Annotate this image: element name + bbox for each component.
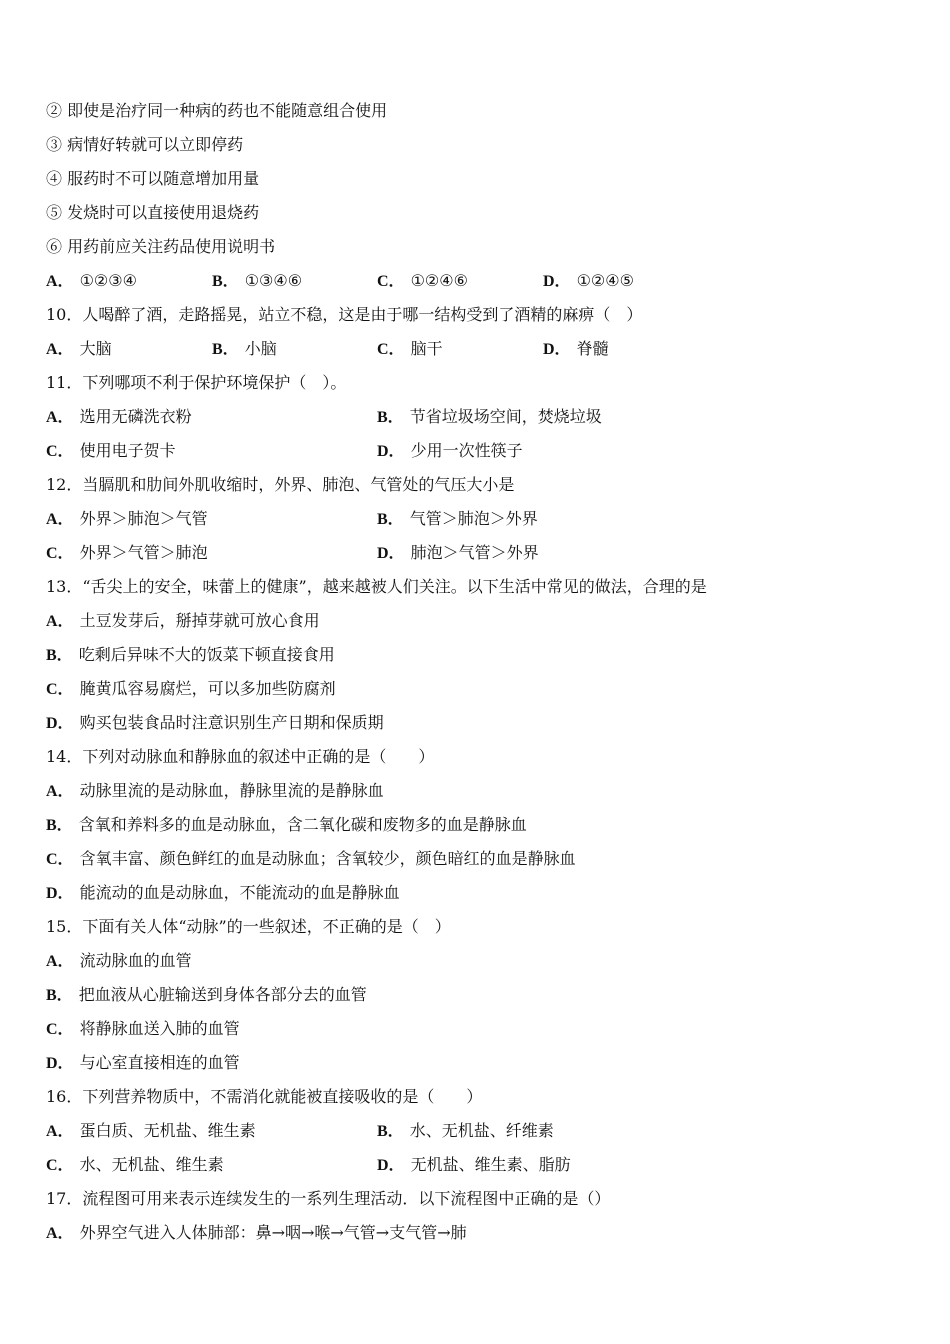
- option-label: A．: [46, 1123, 74, 1140]
- options-row: [46, 337, 926, 361]
- option-text: 购买包装食品时注意识别生产日期和保质期: [79, 713, 384, 732]
- options-row: [46, 1119, 926, 1143]
- answer-option: [46, 541, 208, 565]
- option-text: 肺泡＞气管＞外界: [410, 543, 539, 562]
- options-row: [46, 1153, 926, 1177]
- option-text: 脊髓: [576, 339, 609, 358]
- answer-option: [377, 541, 539, 565]
- answer-option: [212, 269, 302, 293]
- question-text: ② 即使是治疗同一种病的药也不能随意组合使用: [46, 101, 388, 120]
- answer-option: [377, 269, 468, 293]
- answer-option: [46, 677, 336, 701]
- option-text: ①②③④: [79, 271, 137, 290]
- option-text: 小脑: [244, 339, 277, 358]
- option-label: B．: [46, 987, 73, 1004]
- option-label: D．: [46, 715, 74, 732]
- answer-option: [377, 1153, 571, 1177]
- answer-option: [377, 337, 443, 361]
- option-text: 能流动的血是动脉血，不能流动的血是静脉血: [79, 883, 400, 902]
- option-label: A．: [46, 1225, 74, 1242]
- option-label: A．: [46, 613, 74, 630]
- options-row: [46, 439, 926, 463]
- options-row: [46, 541, 926, 565]
- option-text: 气管＞肺泡＞外界: [409, 509, 538, 528]
- option-text: 无机盐、维生素、脂肪: [410, 1155, 571, 1174]
- option-text: 水、无机盐、维生素: [79, 1155, 224, 1174]
- option-label: B．: [46, 647, 73, 664]
- option-label: B．: [212, 273, 239, 290]
- question-text: ⑥ 用药前应关注药品使用说明书: [46, 237, 276, 256]
- option-text: 节省垃圾场空间，焚烧垃圾: [409, 407, 602, 426]
- answer-option: [46, 881, 400, 905]
- answer-option: [46, 983, 367, 1007]
- answer-option: [46, 1221, 467, 1245]
- answer-option: [46, 1051, 240, 1075]
- option-text: 把血液从心脏输送到身体各部分去的血管: [78, 985, 367, 1004]
- answer-option: [212, 337, 277, 361]
- option-text: ①②④⑥: [410, 271, 468, 290]
- answer-option: [46, 405, 192, 429]
- question-text: 17．流程图可用来表示连续发生的一系列生理活动．以下流程图中正确的是（）: [46, 1189, 611, 1208]
- option-text: 将静脉血送入肺的血管: [79, 1019, 240, 1038]
- option-text: 外界＞肺泡＞气管: [79, 509, 208, 528]
- option-label: D．: [377, 443, 405, 460]
- question-text: 16．下列营养物质中，不需消化就能被直接吸收的是（ ）: [46, 1087, 483, 1106]
- option-label: B．: [377, 1123, 404, 1140]
- question-text: 15．下面有关人体“动脉”的一些叙述，不正确的是（ ）: [46, 917, 451, 936]
- option-text: 大脑: [79, 339, 112, 358]
- option-label: D．: [543, 341, 571, 358]
- option-text: 使用电子贺卡: [79, 441, 176, 460]
- answer-option: [543, 337, 609, 361]
- option-label: B．: [377, 409, 404, 426]
- option-label: B．: [46, 817, 73, 834]
- answer-option: [46, 609, 320, 633]
- option-text: 含氧丰富、颜色鲜红的血是动脉血；含氧较少，颜色暗红的血是静脉血: [79, 849, 576, 868]
- option-label: C．: [46, 681, 74, 698]
- options-row: [46, 405, 926, 429]
- option-label: A．: [46, 341, 74, 358]
- option-label: A．: [46, 511, 74, 528]
- option-text: 腌黄瓜容易腐烂，可以多加些防腐剂: [79, 679, 336, 698]
- question-text: ④ 服药时不可以随意增加用量: [46, 169, 260, 188]
- answer-option: [46, 439, 176, 463]
- options-row: [46, 507, 926, 531]
- answer-option: [46, 337, 112, 361]
- option-label: D．: [46, 885, 74, 902]
- answer-option: [377, 507, 538, 531]
- option-text: 外界空气进入人体肺部：鼻→咽→喉→气管→支气管→肺: [79, 1223, 467, 1242]
- question-text: 14．下列对动脉血和静脉血的叙述中正确的是（ ）: [46, 747, 435, 766]
- answer-option: [46, 813, 527, 837]
- answer-option: [377, 1119, 554, 1143]
- option-text: ①③④⑥: [244, 271, 303, 290]
- answer-option: [46, 1153, 224, 1177]
- option-text: 少用一次性筷子: [410, 441, 523, 460]
- option-text: 土豆发芽后，掰掉芽就可放心食用: [79, 611, 320, 630]
- option-text: 含氧和养料多的血是动脉血，含二氧化碳和废物多的血是静脉血: [78, 815, 527, 834]
- option-label: D．: [377, 1157, 405, 1174]
- answer-option: [46, 847, 576, 871]
- option-label: C．: [377, 273, 405, 290]
- option-label: A．: [46, 273, 74, 290]
- answer-option: [46, 779, 384, 803]
- question-text: ⑤ 发烧时可以直接使用退烧药: [46, 203, 260, 222]
- answer-option: [46, 507, 208, 531]
- option-label: C．: [46, 443, 74, 460]
- answer-option: [46, 643, 335, 667]
- option-text: 流动脉血的血管: [79, 951, 192, 970]
- option-text: 与心室直接相连的血管: [79, 1053, 240, 1072]
- answer-option: [46, 1119, 256, 1143]
- option-text: 水、无机盐、纤维素: [409, 1121, 554, 1140]
- option-label: C．: [377, 341, 405, 358]
- options-row: [46, 269, 926, 293]
- option-label: D．: [46, 1055, 74, 1072]
- answer-option: [46, 1017, 240, 1041]
- option-text: 动脉里流的是动脉血，静脉里流的是静脉血: [79, 781, 384, 800]
- option-text: 蛋白质、无机盐、维生素: [79, 1121, 256, 1140]
- option-label: C．: [46, 1021, 74, 1038]
- option-label: C．: [46, 545, 74, 562]
- option-text: 吃剩后异味不大的饭菜下顿直接食用: [78, 645, 335, 664]
- option-label: A．: [46, 409, 74, 426]
- answer-option: [377, 405, 602, 429]
- option-label: A．: [46, 783, 74, 800]
- option-label: C．: [46, 1157, 74, 1174]
- question-text: 12．当膈肌和肋间外肌收缩时，外界、肺泡、气管处的气压大小是: [46, 475, 515, 494]
- option-label: B．: [212, 341, 239, 358]
- answer-option: [377, 439, 523, 463]
- question-text: 10．人喝醉了酒，走路摇晃，站立不稳，这是由于哪一结构受到了酒精的麻痹（ ）: [46, 305, 643, 324]
- option-text: 外界＞气管＞肺泡: [79, 543, 208, 562]
- option-text: 选用无磷洗衣粉: [79, 407, 192, 426]
- option-label: D．: [543, 273, 571, 290]
- answer-option: [46, 269, 137, 293]
- question-text: 11．下列哪项不利于保护环境保护（ ）。: [46, 373, 347, 392]
- option-text: ①②④⑤: [576, 271, 634, 290]
- option-label: A．: [46, 953, 74, 970]
- answer-option: [46, 949, 192, 973]
- answer-option: [46, 711, 384, 735]
- option-label: B．: [377, 511, 404, 528]
- option-text: 脑干: [410, 339, 443, 358]
- answer-option: [543, 269, 634, 293]
- option-label: C．: [46, 851, 74, 868]
- question-text: 13．“舌尖上的安全，味蕾上的健康”，越来越被人们关注。以下生活中常见的做法，合理的是: [46, 577, 707, 596]
- question-text: ③ 病情好转就可以立即停药: [46, 135, 244, 154]
- option-label: D．: [377, 545, 405, 562]
